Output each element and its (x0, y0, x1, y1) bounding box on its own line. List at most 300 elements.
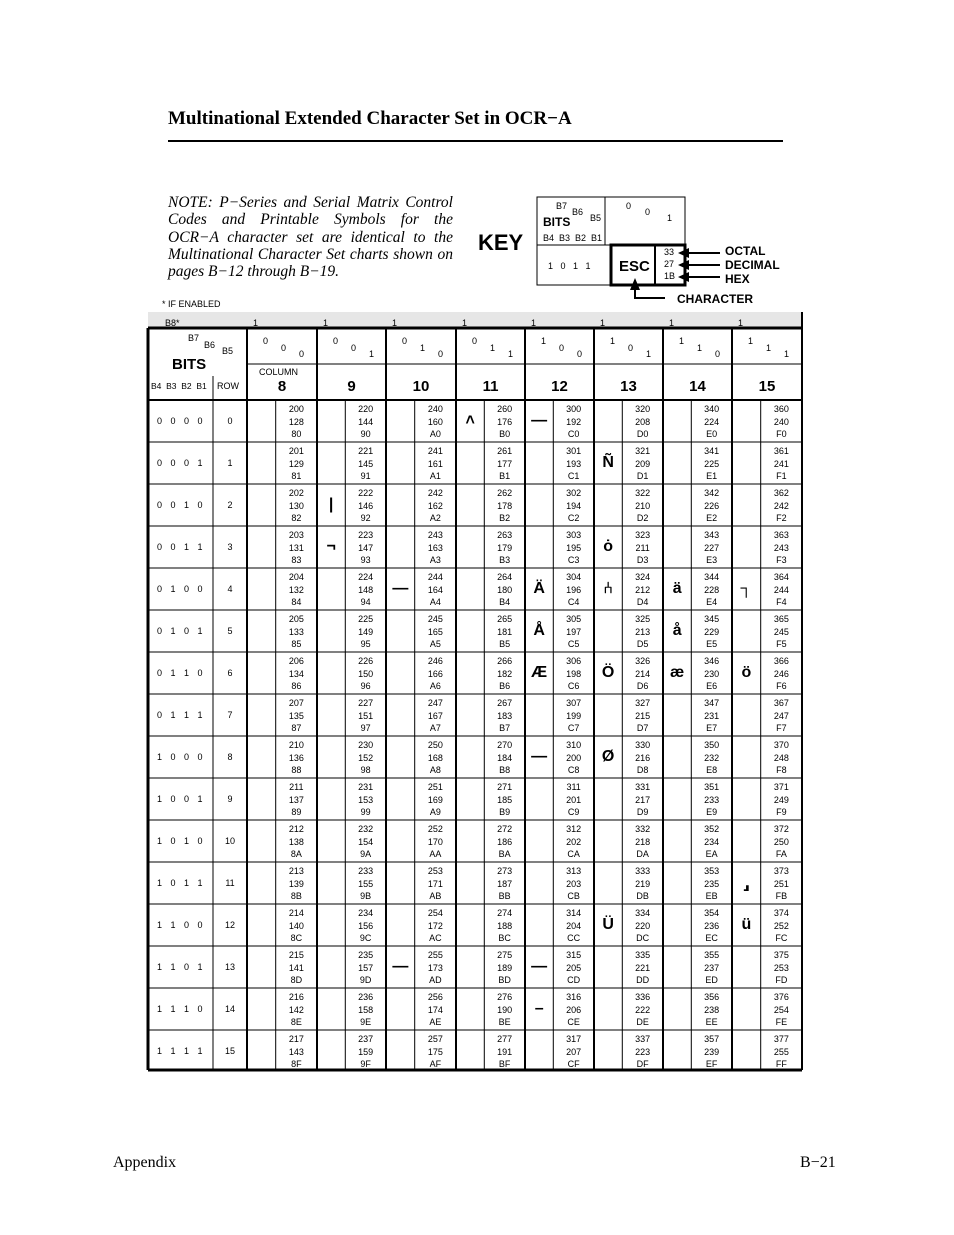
code-value: 353 (704, 866, 720, 876)
char-code (554, 613, 594, 651)
code-value: B6 (499, 681, 511, 692)
code-value: EA (705, 849, 718, 860)
code-value: BC (498, 933, 511, 944)
key-hex: 1B (664, 271, 676, 281)
code-value: 205 (288, 614, 304, 624)
char-code (346, 403, 386, 441)
column-bit: 0 (472, 336, 478, 346)
char-code (692, 613, 732, 651)
char-code (692, 991, 732, 1029)
character-label: CHARACTER (677, 292, 753, 306)
code-value: 314 (566, 908, 582, 918)
code-value: 217 (635, 794, 651, 805)
code-value: 244 (773, 584, 789, 595)
char-code (692, 739, 732, 777)
char-code (761, 865, 801, 903)
code-value: 243 (427, 530, 443, 540)
code-value: 8F (291, 1059, 302, 1070)
code-value: 370 (773, 740, 789, 750)
code-value: 375 (773, 950, 789, 960)
code-value: 85 (291, 639, 302, 650)
column-bit: 1 (766, 343, 772, 353)
code-value: 360 (773, 404, 789, 414)
code-value: 193 (566, 458, 582, 469)
char-code (761, 991, 801, 1029)
row-number: 12 (224, 920, 235, 930)
code-value: 249 (773, 794, 789, 805)
code-value: 344 (704, 572, 720, 582)
char-code (415, 739, 455, 777)
code-value: 252 (773, 920, 789, 931)
char-code (623, 529, 663, 567)
column-number: 13 (620, 378, 637, 395)
code-value: C9 (567, 807, 580, 818)
code-value: A2 (429, 513, 441, 524)
code-value: 171 (427, 878, 443, 889)
code-value: 156 (358, 920, 374, 931)
code-value: 310 (566, 740, 582, 750)
column-bit: 0 (333, 336, 339, 346)
code-value: 364 (773, 572, 789, 582)
code-value: 159 (358, 1046, 374, 1057)
char-code (761, 949, 801, 987)
char-code (761, 655, 801, 693)
code-value: 343 (704, 530, 720, 540)
char-code (623, 823, 663, 861)
row-bits: 0 1 0 1 (157, 626, 206, 636)
code-value: 312 (566, 824, 582, 834)
code-value: 246 (427, 656, 443, 666)
char-code (276, 991, 316, 1029)
code-value: 361 (773, 446, 789, 456)
code-value: 224 (358, 572, 374, 582)
code-value: 233 (358, 866, 374, 876)
b8-value: 1 (738, 318, 744, 328)
code-value: E1 (706, 471, 718, 482)
code-value: 301 (566, 446, 582, 456)
code-value: 377 (773, 1034, 789, 1044)
character-glyph: Ö (601, 664, 615, 681)
b8-value: 1 (323, 318, 329, 328)
char-code (276, 949, 316, 987)
char-code (276, 1033, 316, 1071)
char-code (415, 991, 455, 1029)
code-value: 252 (427, 824, 443, 834)
char-code (485, 781, 525, 819)
code-value: 194 (566, 500, 582, 511)
char-code (761, 781, 801, 819)
char-code (761, 613, 801, 651)
code-value: 307 (566, 698, 582, 708)
code-value: 187 (497, 878, 513, 889)
code-value: 199 (566, 710, 582, 721)
code-value: B4 (499, 597, 511, 608)
character-glyph: — (531, 412, 548, 429)
code-value: 146 (358, 500, 374, 511)
footer-right: B−21 (800, 1154, 836, 1171)
code-value: 255 (773, 1046, 789, 1057)
code-value: 134 (288, 668, 304, 679)
code-value: B8 (499, 765, 511, 776)
code-value: 217 (288, 1034, 304, 1044)
code-value: 8B (290, 891, 302, 902)
char-code (276, 403, 316, 441)
code-value: 356 (704, 992, 720, 1002)
code-value: EE (705, 1017, 718, 1028)
code-value: 90 (360, 429, 371, 440)
code-value: 185 (497, 794, 513, 805)
code-value: 162 (427, 500, 443, 511)
column-bit: 0 (438, 349, 444, 359)
code-value: 273 (497, 866, 513, 876)
code-value: 242 (773, 500, 789, 511)
b8-value: 1 (462, 318, 468, 328)
code-value: D2 (636, 513, 649, 524)
code-value: A7 (429, 723, 441, 734)
code-value: 163 (427, 542, 443, 553)
code-value: 178 (497, 500, 513, 511)
code-value: DE (636, 1017, 649, 1028)
code-value: C7 (567, 723, 580, 734)
column-bit: 1 (697, 343, 703, 353)
code-value: 211 (635, 542, 650, 553)
char-code (346, 865, 386, 903)
code-value: 205 (566, 962, 582, 973)
column-bit: 0 (402, 336, 408, 346)
code-value: 231 (704, 710, 720, 721)
b8-value: 1 (531, 318, 537, 328)
code-value: 244 (427, 572, 443, 582)
code-value: 97 (360, 723, 371, 734)
char-code (554, 991, 594, 1029)
note-line: NOTE: P−Series and Serial Matrix Control (168, 194, 453, 211)
code-value: 226 (358, 656, 374, 666)
code-value: 192 (566, 416, 582, 427)
code-value: 300 (566, 404, 582, 414)
code-value: 275 (497, 950, 513, 960)
code-value: 241 (773, 458, 789, 469)
row-number: 1 (227, 458, 233, 468)
column-bit: 0 (263, 336, 269, 346)
code-value: 210 (635, 500, 651, 511)
code-value: 332 (635, 824, 651, 834)
row-number: 3 (227, 542, 233, 552)
code-value: 209 (635, 458, 651, 469)
code-value: E9 (706, 807, 718, 818)
code-value: 213 (288, 866, 304, 876)
code-value: F9 (776, 807, 787, 818)
row-bits: 1 1 1 0 (157, 1004, 206, 1014)
code-value: 139 (288, 878, 304, 889)
code-value: 174 (427, 1004, 443, 1015)
code-value: F4 (776, 597, 787, 608)
code-value: DC (636, 933, 650, 944)
note-line: Multinational Character Set charts shown on (168, 245, 453, 263)
code-value: 189 (497, 962, 513, 973)
code-value: 135 (288, 710, 304, 721)
code-value: 264 (497, 572, 513, 582)
column-bit: 1 (784, 349, 790, 359)
key-b5: B5 (590, 213, 602, 223)
code-value: 325 (635, 614, 651, 624)
code-value: 150 (358, 668, 374, 679)
code-value: 323 (635, 530, 651, 540)
code-value: 191 (497, 1046, 513, 1057)
code-value: E8 (706, 765, 718, 776)
code-value: 142 (288, 1004, 304, 1015)
code-value: 167 (427, 710, 443, 721)
char-code (415, 697, 455, 735)
char-code (692, 823, 732, 861)
code-value: A4 (429, 597, 441, 608)
code-value: DF (636, 1059, 649, 1070)
key-b7: B7 (556, 201, 568, 211)
b8-value: 1 (669, 318, 675, 328)
code-value: BB (498, 891, 511, 902)
code-value: 255 (427, 950, 443, 960)
header-b6: B6 (204, 340, 216, 350)
code-value: 96 (360, 681, 371, 692)
b8-label: B8* (165, 318, 180, 328)
row-number: 14 (224, 1004, 235, 1014)
row-bits: 0 1 1 1 (157, 710, 206, 720)
code-value: 169 (427, 794, 443, 805)
char-code (761, 1033, 801, 1071)
char-code (623, 865, 663, 903)
code-value: 357 (704, 1034, 720, 1044)
code-value: B7 (499, 723, 511, 734)
code-value: 253 (427, 866, 443, 876)
code-value: 8C (290, 933, 303, 944)
column-number: 12 (551, 378, 568, 395)
column-bit: 1 (508, 349, 514, 359)
column-bit: 0 (715, 349, 721, 359)
code-value: 173 (427, 962, 443, 973)
character-glyph: ┐ (740, 580, 753, 597)
code-value: 236 (358, 992, 374, 1002)
char-code (761, 445, 801, 483)
code-value: 98 (360, 765, 371, 776)
char-code (761, 823, 801, 861)
code-value: 180 (497, 584, 513, 595)
code-value: 265 (497, 614, 513, 624)
char-code (692, 487, 732, 525)
char-code (623, 403, 663, 441)
row-number: 7 (227, 710, 233, 720)
code-value: 9A (360, 849, 372, 860)
code-value: 202 (566, 836, 582, 847)
b8-value: 1 (600, 318, 606, 328)
code-value: 225 (358, 614, 374, 624)
code-value: 322 (635, 488, 651, 498)
key-decimal: 27 (664, 259, 675, 269)
code-value: 235 (358, 950, 374, 960)
character-glyph: å (672, 622, 682, 639)
code-value: CA (567, 849, 580, 860)
code-value: 216 (288, 992, 304, 1002)
char-code (415, 613, 455, 651)
code-value: B5 (499, 639, 511, 650)
char-code (554, 823, 594, 861)
char-code (554, 949, 594, 987)
code-value: BD (498, 975, 511, 986)
row-number: 9 (227, 794, 233, 804)
code-value: C2 (567, 513, 580, 524)
character-glyph: | (328, 496, 334, 513)
code-value: 267 (497, 698, 513, 708)
code-value: 186 (497, 836, 513, 847)
row-number: 8 (227, 752, 233, 762)
code-value: 196 (566, 584, 582, 595)
code-value: 365 (773, 614, 789, 624)
code-value: 95 (360, 639, 371, 650)
column-number: 14 (689, 378, 706, 395)
character-glyph: — (531, 748, 548, 765)
code-value: 89 (291, 807, 302, 818)
code-value: 266 (497, 656, 513, 666)
code-value: 254 (427, 908, 443, 918)
code-value: 374 (773, 908, 789, 918)
code-value: 225 (704, 458, 720, 469)
note-line: Codes and Printable Symbols for the (168, 211, 453, 229)
code-value: 336 (635, 992, 651, 1002)
code-value: 262 (497, 488, 513, 498)
column-bit: 0 (351, 343, 357, 353)
row-bits: 0 0 1 0 (157, 500, 206, 510)
key-top-bit: 1 (667, 213, 673, 223)
code-value: 239 (704, 1046, 720, 1057)
code-value: 226 (704, 500, 720, 511)
code-value: D8 (636, 765, 649, 776)
code-value: 131 (288, 542, 304, 553)
header-row-label: ROW (217, 381, 239, 391)
page-title: Multinational Extended Character Set in OCR−A (168, 108, 572, 129)
code-value: 231 (358, 782, 374, 792)
code-value: B1 (499, 471, 511, 482)
character-glyph: Ü (602, 916, 614, 933)
code-value: E7 (706, 723, 718, 734)
char-code (415, 571, 455, 609)
code-value: BE (498, 1017, 511, 1028)
code-value: 9B (360, 891, 372, 902)
code-value: 211 (289, 782, 304, 792)
code-value: 164 (427, 584, 443, 595)
code-value: 376 (773, 992, 789, 1002)
code-value: 247 (773, 710, 789, 721)
char-code (761, 907, 801, 945)
code-value: 182 (497, 668, 513, 679)
char-code (346, 907, 386, 945)
code-value: BF (498, 1059, 511, 1070)
code-value: 93 (360, 555, 371, 566)
code-value: 206 (566, 1004, 582, 1015)
footer-left: Appendix (113, 1154, 177, 1171)
char-code (692, 781, 732, 819)
code-value: 143 (288, 1046, 304, 1057)
row-number: 5 (227, 626, 233, 636)
code-value: 215 (635, 710, 651, 721)
char-code (346, 781, 386, 819)
code-value: 99 (360, 807, 371, 818)
column-bit: 1 (490, 343, 496, 353)
code-value: AC (429, 933, 442, 944)
code-value: 331 (635, 782, 651, 792)
code-value: 215 (288, 950, 304, 960)
code-value: DA (636, 849, 649, 860)
code-value: 270 (497, 740, 513, 750)
code-value: 342 (704, 488, 720, 498)
code-value: 201 (566, 794, 582, 805)
code-value: 347 (704, 698, 720, 708)
code-value: 161 (427, 458, 443, 469)
code-value: 145 (358, 458, 374, 469)
code-value: 371 (773, 782, 789, 792)
code-value: 330 (635, 740, 651, 750)
code-value: D0 (636, 429, 649, 440)
code-value: 362 (773, 488, 789, 498)
code-value: 138 (288, 836, 304, 847)
code-value: 367 (773, 698, 789, 708)
char-code (415, 823, 455, 861)
char-code (623, 445, 663, 483)
key-label: KEY (478, 230, 524, 255)
code-value: FD (775, 975, 788, 986)
row-bits: 0 0 0 0 (157, 416, 206, 426)
char-code (623, 991, 663, 1029)
char-code (346, 697, 386, 735)
char-code (346, 1033, 386, 1071)
code-value: 227 (704, 542, 720, 553)
code-value: 326 (635, 656, 651, 666)
code-value: 175 (427, 1046, 443, 1057)
code-value: EF (705, 1059, 718, 1070)
code-value: 313 (566, 866, 582, 876)
char-code (485, 865, 525, 903)
code-value: 8E (290, 1017, 302, 1028)
code-value: 242 (427, 488, 443, 498)
code-value: AF (429, 1059, 442, 1070)
char-code (415, 487, 455, 525)
code-value: 251 (773, 878, 789, 889)
code-value: E5 (706, 639, 718, 650)
code-value: 149 (358, 626, 374, 637)
code-value: 341 (704, 446, 720, 456)
column-bit: 1 (679, 336, 685, 346)
code-value: 91 (360, 471, 371, 482)
char-code (554, 1033, 594, 1071)
note-line: OCR−A character set are identical to the (168, 228, 453, 246)
code-value: 9F (360, 1059, 371, 1070)
code-value: 366 (773, 656, 789, 666)
code-value: B3 (499, 555, 511, 566)
code-value: 235 (704, 878, 720, 889)
row-bits: 0 0 1 1 (157, 542, 206, 552)
char-code (346, 655, 386, 693)
column-number: 11 (482, 378, 499, 395)
row-bits: 0 1 1 0 (157, 668, 206, 678)
row-number: 10 (224, 836, 235, 846)
code-value: 190 (497, 1004, 513, 1015)
code-value: 82 (291, 513, 302, 524)
code-value: EC (705, 933, 718, 944)
row-number: 11 (225, 878, 235, 888)
code-value: D4 (636, 597, 649, 608)
row-number: 13 (224, 962, 235, 972)
char-code (346, 613, 386, 651)
char-code (761, 487, 801, 525)
char-code (485, 823, 525, 861)
code-value: D6 (636, 681, 649, 692)
